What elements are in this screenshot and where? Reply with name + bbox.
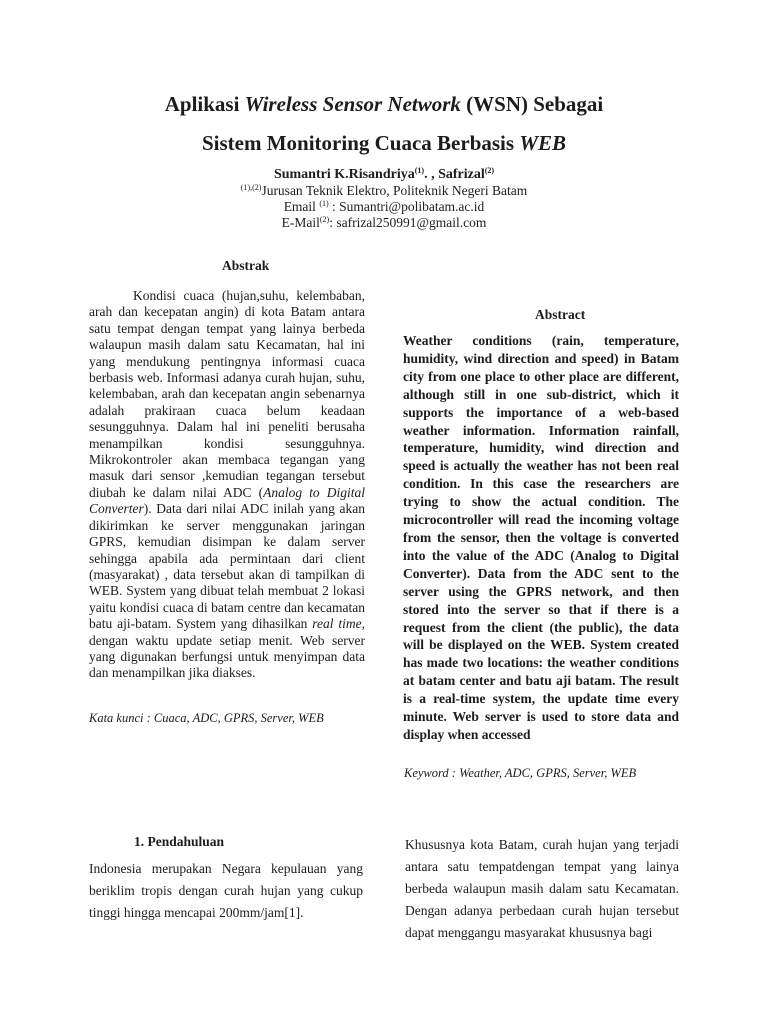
abstrak-body: Kondisi cuaca (hujan,suhu, kelembaban, arah dan kecepatan angin) di kota Batam antara satu tempat dengan tempat yang lainya berbeda walaupun masih dalam satu Kecamatan, hal ini yang mendukung pentingnya informasi cuaca berbasis web. Informasi adanya curah hujan, suhu, kelembaban, arah dan kecepatan angin sebenarnya adalah prakiraan cuaca belum keadaan sesungguhnya. Dalam hal ini peneliti berusaha menampilkan kondisi sesungguhnya. Mikrokontroler akan membaca tegangan yang masuk dari sensor ,kemudian tegangan tersebut diubah ke dalam nilai ADC (Analog to Digital Converter). Data dari nilai ADC inilah yang akan dikirimkan ke server menggunakan jaringan GPRS, kemudian disimpan ke dalam server sehingga apabila ada permintaan dari client (masyarakat) , data tersebut akan di tampilkan di WEB. System yang dibuat telah membuat 2 lokasi yaitu kondisi cuaca di batam centre dan kecamatan batu aji-batam. System yang dihasilkan real time, dengan waktu update setiap menit. Web server yang digunakan berfungsi untuk menyimpan data dan menampilkan jika diakses. xyxy=(89,288,366,681)
section-heading-pendahuluan: 1. Pendahuluan xyxy=(134,834,225,849)
author-email-2: E-Mail$^{(2)}$: safrizal250991@gmail.com xyxy=(281,215,487,230)
paper-title-line-1: Aplikasi Wireless Sensor Network (WSN) Sebagai xyxy=(164,92,604,116)
abstrak-heading: Abstrak xyxy=(222,258,270,273)
author-list: Sumantri K.Risandriya$^{(1)}$. , Safrizal$^{(2)}$ xyxy=(273,166,495,182)
intro-column-1: Indonesia merupakan Negara kepulauan yang beriklim tropis dengan curah hujan yang cukup tinggi hingga mencapai 200mm/jam[1]. xyxy=(89,861,363,920)
abstract-heading: Abstract xyxy=(535,307,586,322)
abstract-body: Weather conditions (rain, temperature, humidity, wind direction and speed) in Batam city from one place to other place are different, although still in one sub-district, which it supports the importance of a web-based weather information. Information rainfall, temperature, humidity, wind direction and speed is actually the weather has not been real condition. In this case the researchers are trying to show the actual condition. The microcontroller will read the incoming voltage from the sensor, then the voltage is converted into the value of the ADC (Analog to Digital Converter). Data from the ADC sent to the server using the GPRS network, and then stored into the server so that if there is a request from the client (the public), the data will be displayed on the WEB. System created has made two locations: the weather conditions at batam center and batu aji batam. The result is a real-time system, the update time every minute. Web server is used to store data and display when accessed xyxy=(403,333,679,742)
affiliation: $^{(1),(2)}$Jurusan Teknik Elektro, Politeknik Negeri Batam xyxy=(240,183,528,198)
paper-title-line-2: Sistem Monitoring Cuaca Berbasis WEB xyxy=(201,131,566,155)
author-email-1: Email $^{(1)}$ : Sumantri@polibatam.ac.id xyxy=(283,199,485,214)
abstrak-keywords: Kata kunci : Cuaca, ADC, GPRS, Server, WEB xyxy=(89,711,324,725)
abstract-keywords: Keyword : Weather, ADC, GPRS, Server, WEB xyxy=(404,766,637,780)
intro-column-2: Khususnya kota Batam, curah hujan yang terjadi antara satu tempatdengan tempat yang lainya berbeda walaupun masih dalam satu Kecamatan. Dengan adanya perbedaan curah hujan tersebut dapat menggangu masyarakat khususnya bagi xyxy=(405,837,679,940)
